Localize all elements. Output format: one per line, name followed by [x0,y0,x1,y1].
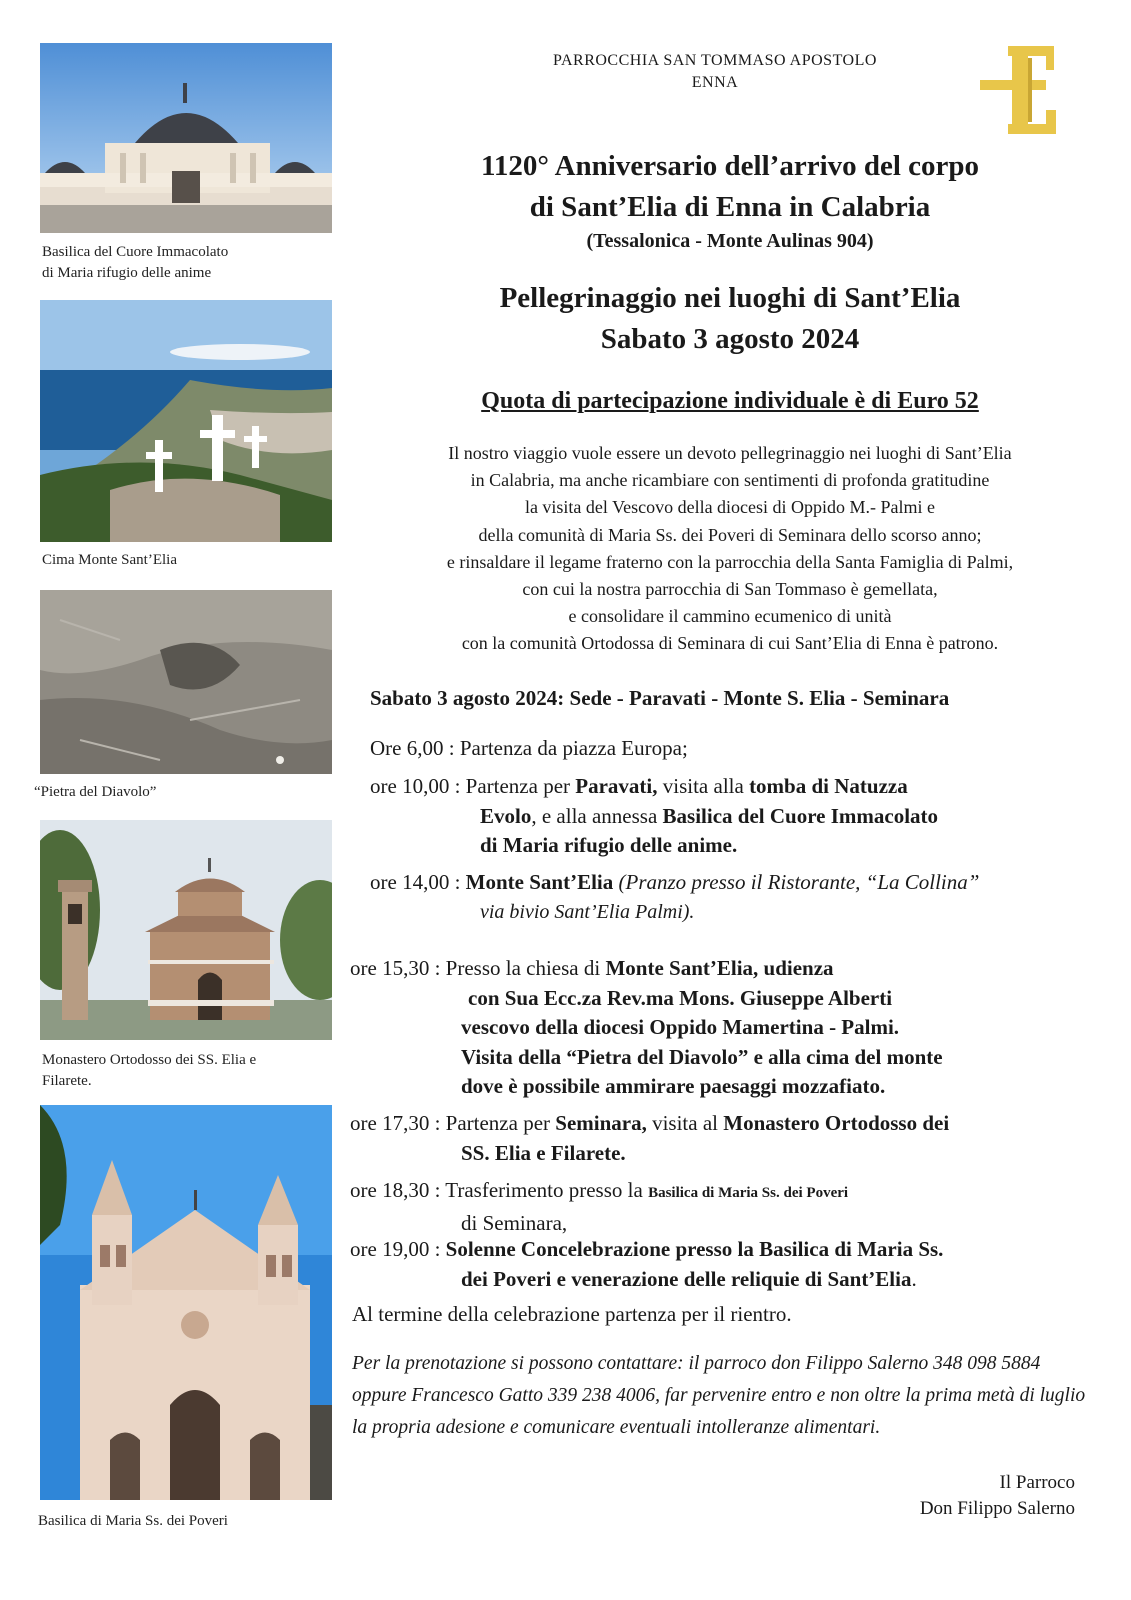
signature-role: Il Parroco [999,1472,1075,1493]
schedule-text: Partenza da piazza Europa; [459,736,688,760]
schedule-text-bold: vescovo della diocesi Oppido Mamertina - Palmi. [461,1015,900,1039]
caption-line: Monastero Ortodosso dei SS. Elia e [42,1052,257,1068]
intro-paragraph [350,440,1110,658]
caption-cima-monte: Cima Monte Sant’Elia [42,552,177,568]
schedule-time: Ore 6,00 : [370,736,460,760]
title-subtitle: (Tessalonica - Monte Aulinas 904) [586,230,874,252]
contact-info: Per la prenotazione si possono contattare: il parroco don Filippo Salerno 348 098 5884 oppure Francesco Gatto 339 238 4006, far pervenire entro e non oltre la prima metà di luglio la propria adesione e comunicare eventuali intolleranze alimentari. [352,1353,1086,1438]
schedule-time: ore 14,00 : [370,870,466,894]
schedule-time: ore 18,30 : [350,1178,446,1202]
parish-logo-icon [980,38,1062,138]
schedule-text-bold: Basilica di Maria Ss. dei Poveri [648,1185,849,1201]
schedule-item-1730 [350,1109,949,1168]
schedule-text-bold: Monte Sant’Elia [465,870,614,894]
signature [880,1470,1075,1522]
schedule-item-1000 [370,772,938,861]
schedule-text-bold: Paravati, [575,774,658,798]
photo-cima-monte [40,300,332,542]
schedule-item-1400 [370,868,979,927]
schedule-text-bold: di Maria rifugio delle anime. [480,833,738,857]
pilgrimage-line: Pellegrinaggio nei luoghi di Sant’Elia [499,282,961,314]
caption-pietra: “Pietra del Diavolo” [34,784,157,800]
participation-fee: Quota di partecipazione individuale è di Euro 52 [481,388,979,414]
intro-line: con la comunità Ortodossa di Seminara di cui Sant’Elia di Enna è patrono. [461,633,999,654]
page-title [350,146,1110,228]
schedule-text-italic: via bivio Sant’Elia Palmi). [480,900,695,923]
schedule-text-italic: (Pranzo presso il Ristorante, “La Collina” [613,870,980,894]
schedule-text: Trasferimento presso la [445,1178,649,1202]
schedule-text-bold: tomba di Natuzza [749,774,908,798]
schedule-text: . [911,1266,917,1291]
photo-basilica-cuore-immacolato [40,43,332,233]
schedule-text-bold: Monte Sant’Elia, udienza [605,956,834,980]
signature-name: Don Filippo Salerno [919,1498,1075,1519]
schedule-text: , e alla annessa [531,803,663,828]
caption-line: Filarete. [42,1073,92,1089]
title-line: di Sant’Elia di Enna in Calabria [529,191,931,223]
intro-line: e rinsaldare il legame fraterno con la parrocchia della Santa Famiglia di Palmi, [446,551,1014,572]
caption-basilica-poveri: Basilica di Maria Ss. dei Poveri [38,1513,228,1529]
schedule-time: ore 19,00 : [350,1237,446,1261]
schedule-time: ore 17,30 : [350,1111,446,1135]
pilgrimage-title [350,278,1110,360]
schedule-item-1900 [350,1235,943,1294]
schedule-text: Partenza per [465,774,576,798]
schedule-text-bold: dove è possibile ammirare paesaggi mozzafiato. [461,1074,886,1098]
caption-monastero [42,1050,256,1092]
schedule-text-bold: Solenne Concelebrazione presso la Basilica di Maria Ss. [445,1237,944,1261]
photo-basilica-maria-poveri [40,1105,332,1500]
schedule-text: Presso la chiesa di [445,956,606,980]
parish-name: PARROCCHIA SAN TOMMASO APOSTOLO [553,52,877,69]
closing-note: Al termine della celebrazione partenza per il rientro. [352,1302,792,1326]
schedule-text-bold: con Sua Ecc.za Rev.ma Mons. Giuseppe Alberti [468,985,893,1010]
schedule-item-0600 [370,734,688,764]
schedule-text-bold: Visita della “Pietra del Diavolo” e alla cima del monte [461,1044,943,1069]
caption-basilica-cuore [42,242,228,284]
schedule-time: ore 10,00 : [370,774,466,798]
photo-monastero-ortodosso [40,820,332,1040]
schedule-text-bold: Seminara, [555,1111,647,1135]
schedule-text: visita alla [657,774,750,798]
intro-line: la visita del Vescovo della diocesi di Oppido M.- Palmi e [524,497,936,518]
schedule-text-bold: Monastero Ortodosso dei [723,1111,950,1135]
caption-line: Basilica del Cuore Immacolato [42,244,229,260]
parish-city: ENNA [691,74,739,91]
schedule-text-bold: Basilica del Cuore Immacolato [662,803,939,828]
schedule-text: visita al [646,1111,724,1135]
parish-header [480,50,950,94]
intro-line: con cui la nostra parrocchia di San Tommaso è gemellata, [522,579,938,600]
intro-line: e consolidare il cammino ecumenico di unità [568,606,892,627]
schedule-item-1830 [350,1176,848,1238]
intro-line: Il nostro viaggio vuole essere un devoto pellegrinaggio nei luoghi di Sant’Elia [448,443,1012,463]
schedule-text-bold: Evolo [480,803,532,828]
schedule-text: Partenza per [445,1111,556,1135]
intro-line: in Calabria, ma anche ricambiare con sentimenti di profonda gratitudine [470,470,990,491]
schedule-item-1530 [350,954,943,1102]
pilgrimage-date: Sabato 3 agosto 2024 [600,323,860,355]
photo-pietra-diavolo [40,590,332,774]
title-line: 1120° Anniversario dell’arrivo del corpo [480,150,980,182]
day-heading: Sabato 3 agosto 2024: Sede - Paravati - Monte S. Elia - Seminara [370,686,950,710]
schedule-text: di Seminara, [461,1210,568,1235]
schedule-text-bold: SS. Elia e Filarete. [461,1140,626,1165]
intro-line: della comunità di Maria Ss. dei Poveri di Seminara dello scorso anno; [478,524,982,545]
schedule-text-bold: dei Poveri e venerazione delle reliquie di Sant’Elia [461,1266,912,1291]
schedule-time: ore 15,30 : [350,956,446,980]
caption-line: di Maria rifugio delle anime [42,265,212,281]
